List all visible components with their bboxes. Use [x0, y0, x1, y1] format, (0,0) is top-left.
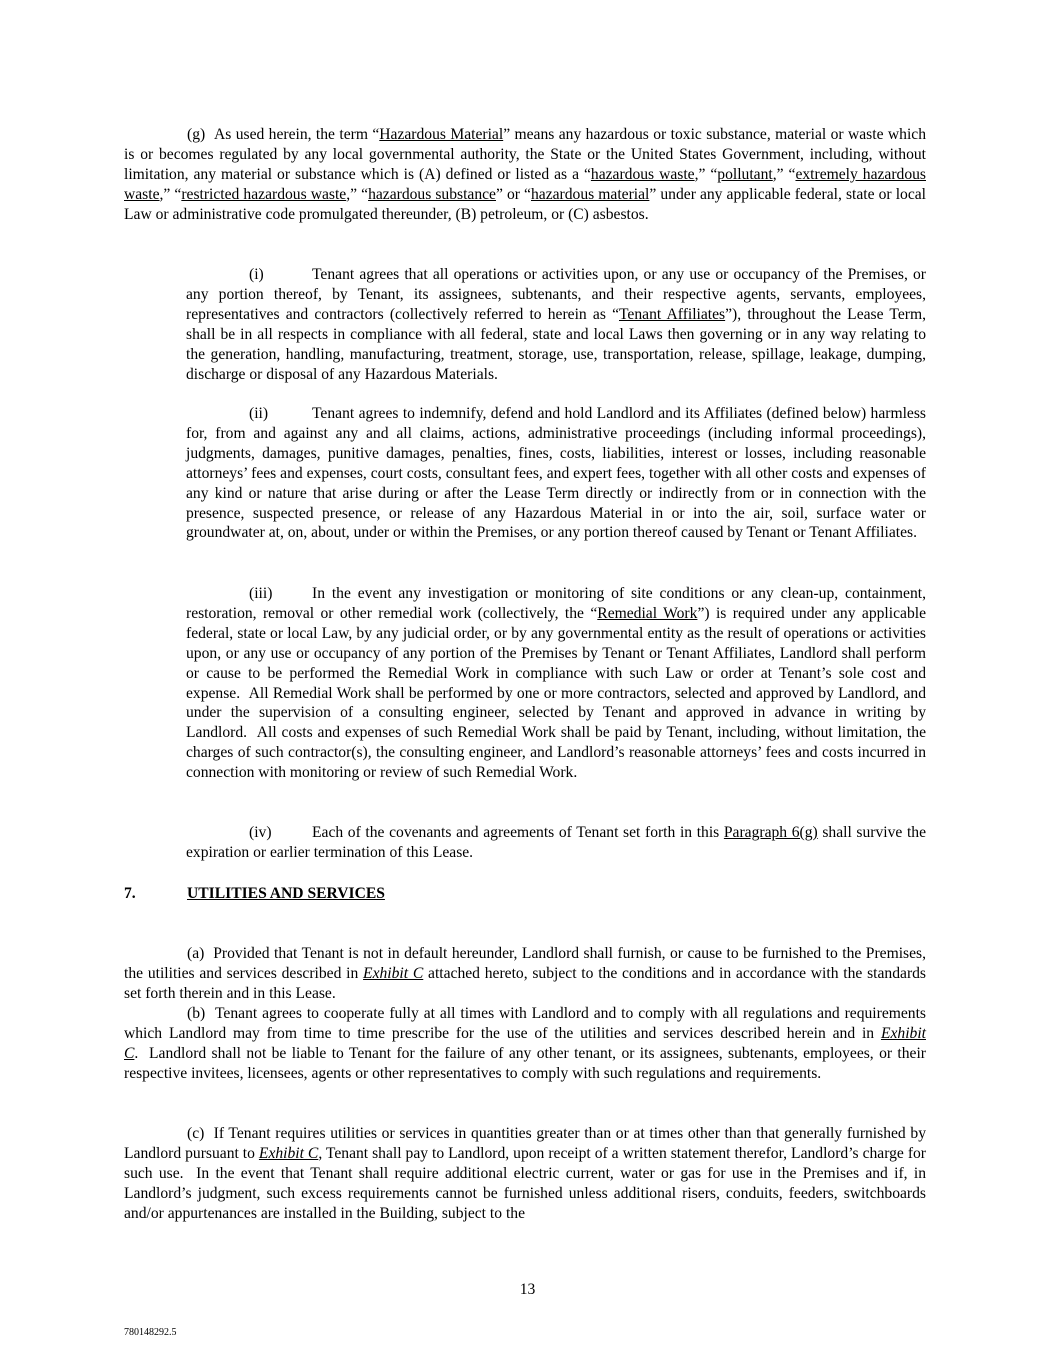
- term-restricted-hazardous-waste: restricted hazardous waste: [181, 185, 347, 203]
- section-number: 7.: [124, 885, 136, 902]
- exhibit-reference: Exhibit C: [363, 964, 424, 982]
- defined-term-tenant-affiliates: Tenant Affiliates: [619, 305, 726, 323]
- term-extremely-hazardous-waste: extremely hazardous waste: [124, 165, 926, 203]
- term-hazardous-substance: hazardous substance: [368, 185, 496, 203]
- paragraph-7c: (c) If Tenant requires utilities or services in quantities greater than or at times other than that generally furnished by Landlord pursuant to Exhibit C, Tenant shall pay to Landlord, upon receipt of a written statement therefor, Landlord’s charge for such use. In the event that Tenant shall require additional electric current, water or gas for use in the Premises and if, in Landlord’s judgment, such excess requirements cannot be furnished unless additional risers, conduits, feeders, switchboards and/or appurtenances are installed in the Building, subject to the: [124, 1125, 927, 1222]
- document-id: 780148292.5: [124, 1327, 177, 1338]
- paragraph-reference: Paragraph 6(g): [723, 824, 818, 841]
- page-number: 13: [519, 1281, 536, 1298]
- paragraph-7b: (b) Tenant agrees to cooperate fully at all times with Landlord and to comply with all regulations and requirements which Landlord may from time to time prescribe for the use of the utilities and services described herein and in Exhibit C. Landlord shall not be liable to Tenant for the failure of any other tenant, or its assignees, subtenants, employees, or their respective invitees, licensees, agents or other representatives to comply with such regulations and requirements.: [124, 1005, 926, 1082]
- subparagraph-number: (ii): [249, 405, 269, 422]
- subparagraph-number: (iii): [249, 585, 273, 602]
- subparagraph-iii: (iii) In the event any investigation or monitoring of site conditions or any clean-up, containment, restoration, removal or other remedial work (collectively, the “Remedial Work”) is required under any applicable federal, state or local Law, by any judicial order, or by any governmental entity as the result of operations or activities upon, or any use or occupancy of any portion of the Premises by Tenant or Tenant Affiliates, Landlord shall perform or cause to be performed the Remedial Work in compliance with such Law or order at Tenant’s sole cost and expense. All Remedial Work shall be performed by one or more contractors, selected and approved by Landlord, and under the supervision of a consulting engineer, selected by Tenant and approved in advance in writing by Landlord. All costs and expenses of such Remedial Work shall be paid by Tenant, including, without limitation, the charges of such contractor(s), the consulting engineer, and Landlord’s reasonable attorneys’ fees and costs incurred in connection with monitoring or review of such Remedial Work.: [186, 585, 926, 782]
- term-hazardous-waste: hazardous waste: [590, 165, 695, 183]
- paragraph-7a: (a) Provided that Tenant is not in default hereunder, Landlord shall furnish, or cause to be furnished to the Premises, the utilities and services described in Exhibit C attached hereto, subject to the conditions and in accordance with the standards set forth therein and in this Lease.: [124, 945, 926, 1002]
- paragraph-6g-definition: (g) As used herein, the term “Hazardous Material” means any hazardous or toxic substance, material or waste which is or becomes regulated by any local governmental authority, the State or the United States Government, including, without limitation, any material or substance which is (A) defined or listed as a “hazardous waste,” “pollutant,” “extremely hazardous waste,” “restricted hazardous waste,” “hazardous substance” or “hazardous material” under any applicable federal, state or local Law or administrative code promulgated thereunder, (B) petroleum, or (C) asbestos.: [124, 126, 927, 223]
- defined-term-hazardous-material: Hazardous Material: [379, 126, 504, 143]
- section-title: UTILITIES AND SERVICES: [187, 885, 385, 902]
- subparagraph-number: (i): [249, 266, 264, 283]
- term-pollutant: pollutant: [717, 165, 773, 183]
- subparagraph-number: (iv): [249, 824, 272, 841]
- subparagraph-iv: (iv) Each of the covenants and agreements of Tenant set forth in this Paragraph 6(g) shall survive the expiration or earlier termination of this Lease.: [186, 824, 927, 861]
- subparagraph-i: (i) Tenant agrees that all operations or activities upon, or any use or occupancy of the Premises, or any portion thereof, by Tenant, its assignees, subtenants, and their respective agents, servants, employees, representatives and contractors (collectively referred to herein as “Tenant Affiliates”), throughout the Lease Term, shall be in all respects in compliance with all federal, state and local Laws then governing or in any way relating to the generation, handling, manufacturing, treatment, storage, use, transportation, release, spillage, leakage, dumping, discharge or disposal of any Hazardous Materials.: [186, 266, 927, 383]
- exhibit-reference: Exhibit C: [124, 1024, 926, 1062]
- subparagraph-ii: (ii) Tenant agrees to indemnify, defend and hold Landlord and its Affiliates (defined below) harmless for, from and against any and all claims, actions, administrative proceedings (including informal proceedings), judgments, damages, punitive damages, penalties, fines, costs, liabilities, interest or losses, including reasonable attorneys’ fees and expenses, court costs, consultant fees, and expert fees, together with all other costs and expenses of any kind or nature that arise during or after the Lease Term directly or indirectly from or in connection with the presence, suspected presence, or release of any Hazardous Material in or into the air, soil, surface water or groundwater at, on, about, under or within the Premises, or any portion thereof caused by Tenant or Tenant Affiliates.: [186, 405, 926, 542]
- defined-term-remedial-work: Remedial Work: [597, 604, 698, 622]
- exhibit-reference: Exhibit C: [258, 1144, 319, 1162]
- term-hazardous-material: hazardous material: [530, 185, 650, 203]
